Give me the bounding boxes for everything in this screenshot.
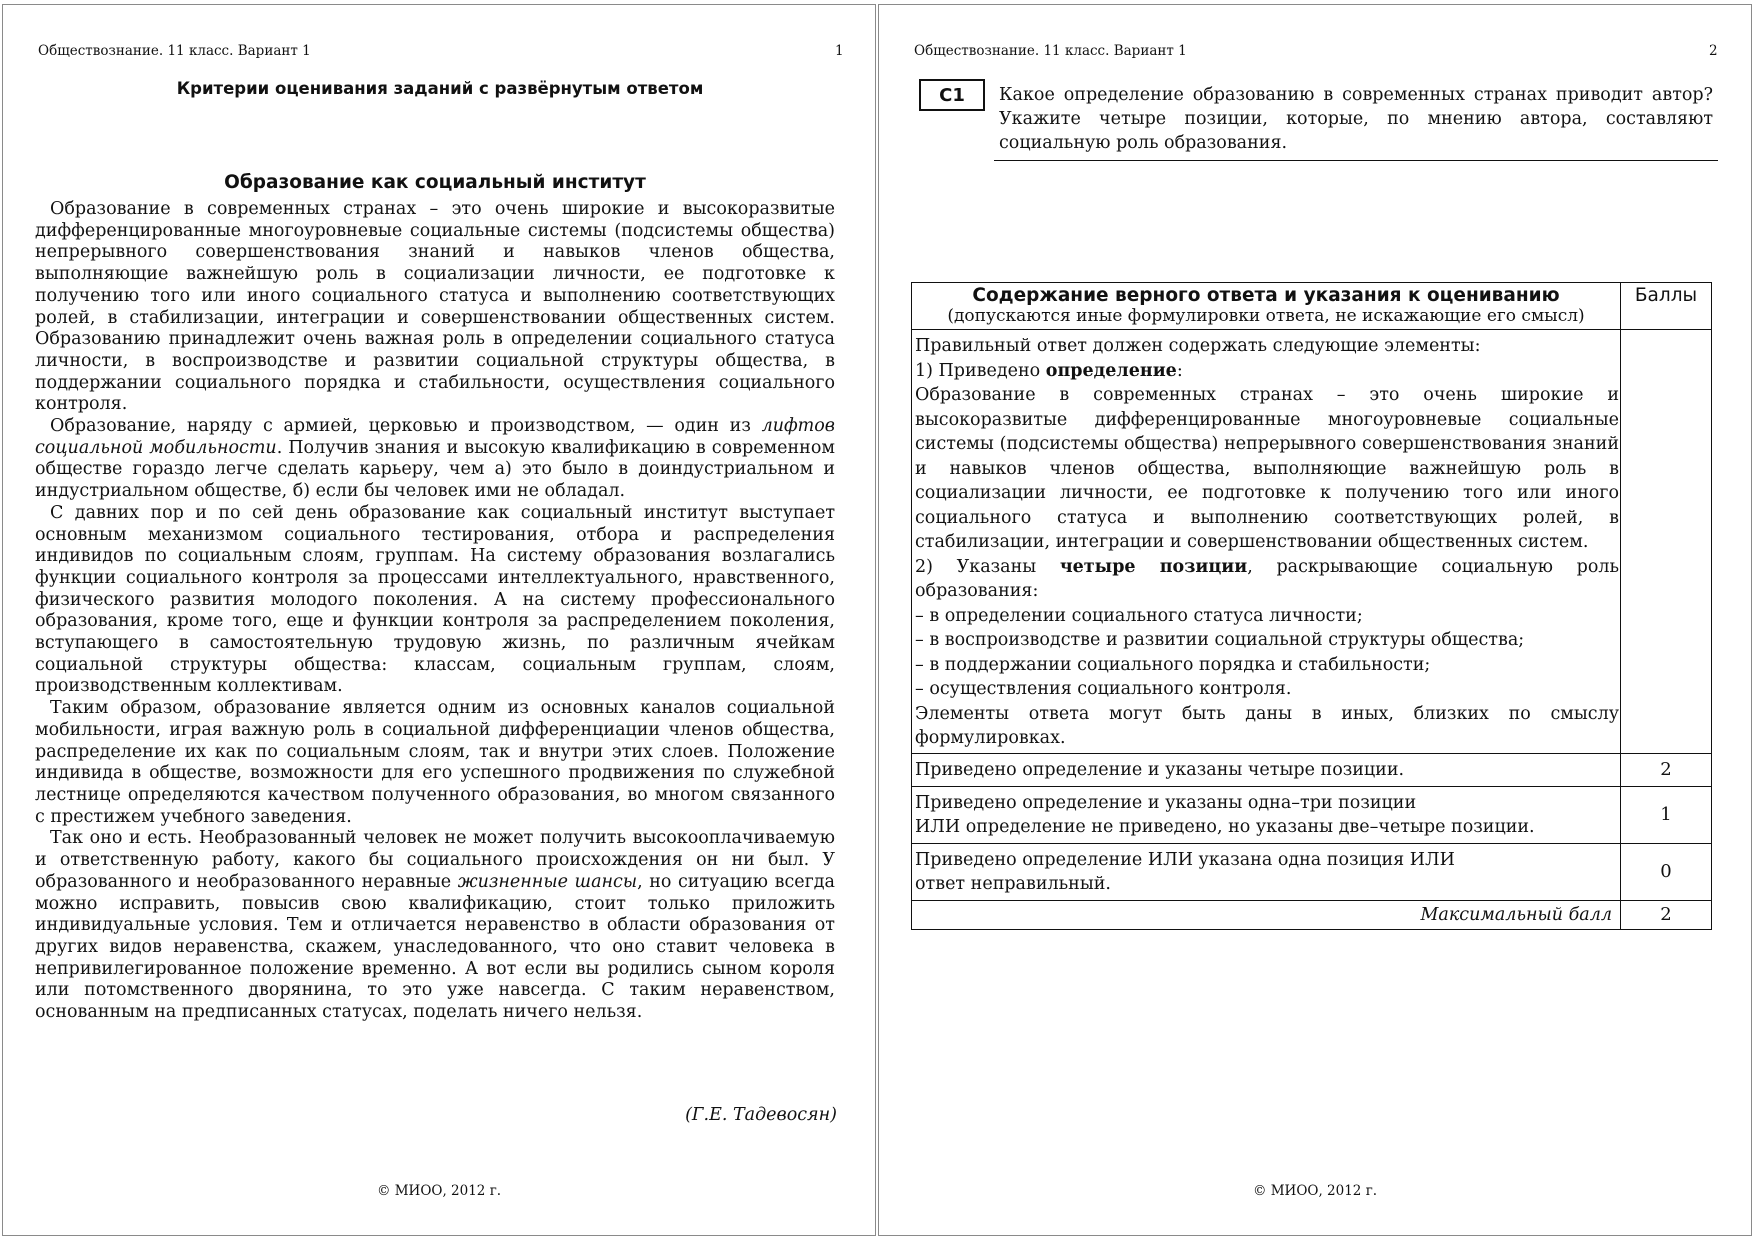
table-header-content — [912, 283, 1621, 330]
position-item: – в определении социального статуса личности; — [915, 605, 1363, 626]
criteria-title: Критерии оценивания заданий с развёрнутым ответом — [176, 79, 704, 98]
table-header-points: Баллы — [1621, 283, 1712, 330]
score-row — [912, 753, 1712, 786]
header-sub: (допускаются иные формулировки ответа, не искажающие его смысл) — [947, 306, 1585, 326]
score-criterion — [912, 786, 1621, 843]
page-header: Обществознание. 11 класс. Вариант 1 — [38, 43, 311, 59]
author: (Г.Е. Тадевосян) — [685, 1105, 837, 1125]
page-number: 2 — [1709, 43, 1718, 59]
criterion-line: Приведено определение и указаны четыре позиции. — [915, 759, 1405, 780]
paragraph-3: С давних пор и по сей день образование как социальный институт выступает основным механизмом социального тестирования, отбора и распределения индивидов по социальным слоям, группам. На систему образования возлагались функции социального контроля за процессами интеллектуального, нравственного, физического развития молодого поколения. А на систему профессионального образования, кроме того, еще и функции контроля за распределением поколения, вступающего в самостоятельную трудовую жизнь, по различным ячейкам социальной структуры общества: классам, социальным группам, слоям, производственным коллективам. — [35, 502, 835, 697]
paragraph-4: Таким образом, образование является одним из основных каналов социальной мобильности, играя важную роль в социальной дифференциации членов общества, распределение их как по социальным слоям, так и внутри этих слоев. Положение индивида в обществе, возможности для его успешного продвижения по служебной лестнице определяются качеством полученного образования, во многом связанного с престижем учебного заведения. — [35, 698, 835, 827]
item-1-bold: определение — [1045, 360, 1177, 381]
item-1-prefix: 1) Приведено — [915, 360, 1046, 381]
paragraph-5-text-b: , но ситуацию всегда можно исправить, повысив свою квалификацию, стоит только приложить индивидуальные условия. Тем и отличается неравенство в области образования от других видов неравенства, скажем, унаследованного, что оно ставит человека в непривилегированное положение временно. А вот если вы родились сыном короля или потомственного дворянина, то это уже навсегда. С таким неравенством, основанным на предписанных статусах, поделать ничего нельзя. — [35, 871, 835, 1023]
criterion-line: Приведено определение ИЛИ указана одна позиция ИЛИ — [915, 849, 1455, 870]
max-score-points: 2 — [1621, 900, 1712, 929]
source-text — [35, 199, 835, 1024]
answer-definition: Образование в современных странах – это очень широкие и высокоразвитые дифференцированные многоуровневые социальные системы (подсистемы общества) непрерывного совершенствования знаний и навыков членов общества, выполняющие важнейшую роль в социализации личности, ее подготовке к получению того или иного социального статуса и выполнению соответствующих ролей, в стабилизации, интеграции и совершенствовании общественных систем. — [915, 385, 1619, 552]
max-score-row — [912, 900, 1712, 929]
position-item: – в воспроизводстве и развитии социальной структуры общества; — [915, 630, 1525, 650]
page-footer: © МИОО, 2012 г. — [376, 1183, 502, 1199]
max-score-label: Максимальный балл — [912, 900, 1621, 929]
page-2 — [878, 4, 1752, 1236]
score-points: 1 — [1621, 786, 1712, 843]
paragraph-2-italic: лифтов социальной мобильности — [35, 416, 835, 458]
item-2-suffix: , раскрывающие социальную роль образования: — [915, 556, 1620, 601]
paragraph-5 — [35, 828, 835, 1023]
answer-item-2 — [915, 555, 1619, 604]
page-number: 1 — [835, 43, 844, 59]
table-header-row — [912, 283, 1712, 330]
question-underline — [994, 160, 1718, 161]
paragraph-2-text-b: . Получив знания и высокую квалификацию в современном обществе гораздо легче сделать карьеру, чем а) это было в доиндустриальном и индустриальном обществе, б) если бы человек ими не обладал. — [35, 437, 835, 502]
table-row-content — [912, 330, 1712, 754]
page-1 — [2, 4, 876, 1236]
score-row — [912, 843, 1712, 900]
score-criterion — [912, 753, 1621, 786]
criteria-table — [911, 282, 1712, 930]
page-header: Обществознание. 11 класс. Вариант 1 — [914, 43, 1187, 59]
paragraph-1: Образование в современных странах – это очень широкие и высокоразвитые дифференцированные многоуровневые социальные системы (подсистемы общества) непрерывного совершенствования знаний и навыков членов общества, выполняющие важнейшую роль в социализации личности, ее подготовке к получению того или иного социального статуса и выполнению соответствующих ролей, в стабилизации, интеграции и совершенствовании общественных систем. Образованию принадлежит очень важная роль в определении социального статуса личности, в воспроизводстве и развитии социальной структуры общества, в поддержании социального порядка и стабильности, осуществления социального контроля. — [35, 199, 835, 415]
position-item: – осуществления социального контроля. — [915, 679, 1292, 699]
criterion-line: ИЛИ определение не приведено, но указаны две–четыре позиции. — [915, 816, 1535, 837]
item-2-prefix: 2) Указаны — [915, 556, 1060, 577]
score-criterion — [912, 843, 1621, 900]
task-label: С1 — [919, 79, 985, 111]
text-title: Образование как социальный институт — [224, 172, 646, 193]
answer-item-1 — [915, 359, 1619, 384]
paragraph-5-text-a: Так оно и есть. Необразованный человек не может получить высокооплачиваемую и ответственную работу, какого бы социального происхождения он ни был. У образованного и необразованного неравные — [35, 828, 835, 892]
answer-intro: Правильный ответ должен содержать следующие элементы: — [915, 336, 1481, 356]
answer-content — [912, 330, 1621, 754]
paragraph-5-italic: жизненные шансы — [457, 871, 638, 892]
task-question: Какое определение образованию в современных странах приводит автор? Укажите четыре позиции, которые, по мнению автора, составляют социальную роль образования. — [999, 85, 1713, 153]
item-1-suffix: : — [1176, 360, 1183, 381]
answer-note: Элементы ответа могут быть даны в иных, близких по смыслу формулировках. — [915, 703, 1619, 748]
paragraph-2 — [35, 416, 835, 503]
criterion-line: ответ неправильный. — [915, 873, 1111, 894]
item-2-bold: четыре позиции — [1059, 556, 1248, 577]
score-row — [912, 786, 1712, 843]
position-item: – в поддержании социального порядка и стабильности; — [915, 654, 1431, 675]
paragraph-2-text-a: Образование, наряду с армией, церковью и производством, — один из — [50, 416, 762, 437]
score-points: 2 — [1621, 753, 1712, 786]
page-footer: © МИОО, 2012 г. — [1252, 1183, 1378, 1199]
header-main: Содержание верного ответа и указания к оцениванию — [972, 285, 1560, 306]
content-points-empty — [1621, 330, 1712, 754]
score-points: 0 — [1621, 843, 1712, 900]
criterion-line: Приведено определение и указаны одна–три позиции — [915, 792, 1417, 813]
